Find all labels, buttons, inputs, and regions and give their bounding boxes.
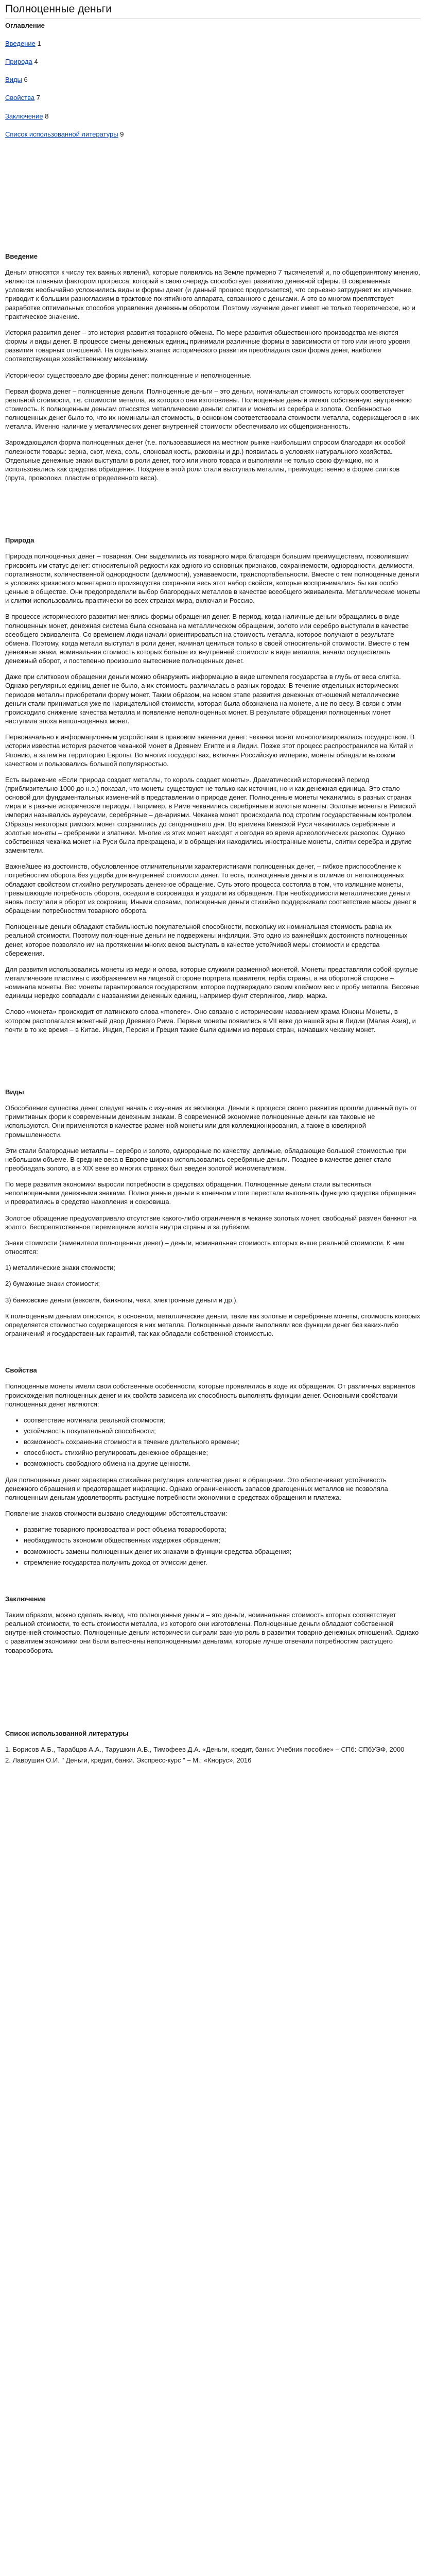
- toc-page-number: 8: [45, 112, 49, 120]
- section-heading: Природа: [5, 536, 34, 545]
- list-item: • устойчивость покупательной способности;: [24, 1427, 421, 1435]
- page-gap: [5, 1041, 421, 1088]
- toc-page-number: 4: [34, 58, 38, 66]
- section-introduction: [5, 252, 421, 482]
- toc-link-conclusion[interactable]: Заключение: [5, 112, 43, 120]
- paragraph: Полноценные деньги обладают стабильностью покупательной способности, поскольку их номинальная стоимость равна их реальной стоимости. Поэтому полноценные деньги не подвержены инфляции. Это одно из важнейших достоинств полноценных денег, которое позволяло им на протяжении многих веков выступать в качестве устойчивой меры стоимости и средства сбережения.: [5, 923, 408, 957]
- paragraph: Появление знаков стоимости вызвано следующими обстоятельствами:: [5, 1510, 228, 1518]
- toc-link-types[interactable]: Виды: [5, 76, 22, 84]
- paragraph: Первая форма денег – полноценные деньги. Полноценные деньги – это деньги, номинальная стоимость которых соответствует реальной стоимости, т.е. стоимости металла, из которого они изготовлены. Полноценные деньги имеют собственную внутреннюю стоимость. К полноценным деньгам относятся металлические деньги: слитки и монеты из серебра и золота. Особенностью полноценных денег было то, что их номинальная стоимость, в основном соответствовала стоимости металла, содержащегося в них металла. Именно наличие у металлических денег внутренней стоимости обеспечивало их общепризнанность.: [5, 387, 420, 431]
- paragraph: Знаки стоимости (заменители полноценных денег) – деньги, номинальная стоимость которых выше реальной стоимости. К ним относятся:: [5, 1239, 405, 1256]
- list-item: • возможность замены полноценных денег их знаками в функции средства обращения;: [24, 1547, 421, 1556]
- section-heading: Список использованной литературы: [5, 1729, 129, 1737]
- paragraph: Природа полноценных денег – товарная. Они выделились из товарного мира благодаря большим преимуществам, позволившим присвоить им статус денег: относительной редкости как одного из основных признаков, сохраняемости, однородности, делимости, портативности, количественной однородности (делимости), узнаваемости, транспортабельности. Вместе с тем полноценные деньги в условиях кризисного монетарного производства сохраняли весь этот набор свойств, которые воспринимались бы как особо ценные в обществе. Они предопределили выбор благородных металлов в качестве всеобщего эквивалента. Металлические монеты и слитки использовались практически во всех странах мира, включая и Россию.: [5, 552, 420, 605]
- list-item: 2) бумажные знаки стоимости;: [5, 1280, 100, 1288]
- list-item: • стремление государства получить доход от эмиссии денег.: [24, 1558, 421, 1567]
- paragraph: Даже при слитковом обращении деньги можно обнаружить информацию в виде штемпеля государства в глубь от веса слитка. Однако регулярных единиц денег не было, а их стоимость различалась в разных городах. В течение отдельных исторических периодов металлы приобретали форму монет. Таким образом, на новом этапе развития денежных отношений металлические деньги стали приниматься уже по нарицательной стоимости, которая была обозначена на монете, а не по весу. В связи с этим происходило снижение качества металла и появление неполноценных монет. В результате обращения полноценных монет наступила эпоха неполноценных монет.: [5, 673, 402, 725]
- paragraph: Полноценные монеты имели свои собственные особенности, которые проявлялись в ходе их обращения. От различных вариантов происхождения полноценных денег и их свойств зависела их способность выполнять функции денег. Основными свойствами полноценных денег являются:: [5, 1382, 415, 1408]
- toc-heading: Оглавление: [5, 21, 45, 29]
- toc-page-number: 7: [36, 94, 40, 102]
- toc-link-literature[interactable]: Список использованной литературы: [5, 130, 118, 138]
- paragraph: Есть выражение «Если природа создает металлы, то король создает монеты». Драматический исторический период (приблизительно 1000 до н.э.) показал, что монеты существуют не только как источник, но и как денежная единица. Это стало основой для фундаментальных изменений в представлении о природе денег. Полноценные монеты чеканились в разных странах мира и в разные исторические периоды. Например, в Риме чеканились серебряные и золотые монеты. Золотые монеты в Римской империи назывались ауреусами, серебряные – денариями. Чеканка монет происходила под строгим государственным контролем. Образцы некоторых римских монет сохранились до сегодняшнего дня. Во времена Киевской Руси чеканились серебряные и золотые монеты – сребреники и златники. Многие из этих монет находят и сегодня во время археологических раскопок. Однако собственная чеканка монет на Руси была прекращена, и в обращении находились иностранные монеты, слитки серебра и другие заменители.: [5, 775, 416, 855]
- literature-item: 2. Лаврушин О.И. " Деньги, кредит, банки. Экспресс-курс " – М.: «Кнорус», 2016: [5, 1756, 252, 1765]
- paragraph: Исторически существовало две формы денег: полноценные и неполноценные.: [5, 371, 252, 379]
- section-heading: Виды: [5, 1088, 24, 1096]
- list-item: • возможность сохранения стоимости в течение длительного времени;: [24, 1437, 421, 1446]
- paragraph: Эти стали благородные металлы – серебро и золото, однородные по качеству, делимые, обладающие большой стоимостью при небольшом объеме. В средние века в Европе широко использовались серебряные деньги. Позднее в качестве денег стало преобладать золото, а в XIX веке во многих странах был введен золотой монометаллизм.: [5, 1146, 407, 1172]
- page-title: Полноценные деньги: [5, 3, 112, 15]
- toc-link-nature[interactable]: Природа: [5, 58, 32, 66]
- section-heading: Свойства: [5, 1366, 37, 1375]
- page-gap: [5, 1345, 421, 1366]
- page-gap: [5, 489, 421, 536]
- literature-list: [5, 1745, 421, 1765]
- list-item: 3) банковские деньги (векселя, банкноты, чеки, электронные деньги и др.).: [5, 1296, 238, 1304]
- section-conclusion: [5, 1595, 421, 1655]
- properties-list: [5, 1416, 421, 1468]
- list-item: • возможность свободного обмена на другие ценности.: [24, 1459, 421, 1468]
- section-heading: Введение: [5, 252, 38, 260]
- toc-item: [5, 93, 421, 102]
- toc-page-number: 9: [120, 130, 124, 138]
- paragraph: Слово «монета» происходит от латинского слова «monere». Оно связано с историческим названием храма Юноны Монеты, в котором располагался монетный двор Древнего Рима. Первые монеты появились в VII веке до нашей эры в Лидии (Малая Азия), и почти в то же время – в Китае. Индия, Персия и Греция также были одними из первых стран, начавших чеканку монет.: [5, 1008, 416, 1033]
- toc-page-number: 1: [37, 39, 41, 47]
- list-item: • соответствие номинала реальной стоимости;: [24, 1416, 421, 1425]
- section-heading: Заключение: [5, 1595, 46, 1603]
- toc-link-properties[interactable]: Свойства: [5, 94, 35, 102]
- paragraph: Зарождающаяся форма полноценных денег (т.е. пользовавшиеся на местном рынке наибольшим спросом благодаря их особой полезности товары: зерна, скот, меха, соль, слоновая кость, раковины и др.) появилась в условиях натурального хозяйства. Отдельные денежные знаки выступали в роли денег, того или иного товара и выполняли не только свою функцию, но и использовались как средства обращения. Позднее в этой роли стали выступать металлы, преимущественно в форме слитков (прута, проволоки, пластин определенного веса).: [5, 438, 406, 482]
- literature-item: 1. Борисов А.Б., Тарабцов А.А., Тарушкин А.Б., Тимофеев Д.А. «Деньги, кредит, банки: Учебник пособие» – СПб: СПбУЭФ, 2000: [5, 1745, 405, 1753]
- list-item: • необходимость экономии общественных издержек обращения;: [24, 1536, 421, 1545]
- page-gap: [5, 1662, 421, 1729]
- paragraph: Первоначально к информационным устройствам в правовом значении денег: чеканка монет монополизировалась государством. В истории известна история расчетов чеканкой монет в Древнем Египте и в Лидии. Позже этот процесс распространился на Китай и Японию, а затем на территорию Европы. Во многих государствах, включая Российскую империю, монеты обладали высоким качеством и пользовались большой популярностью.: [5, 733, 415, 768]
- paragraph: Важнейшее из достоинств, обусловленное отличительными характеристиками полноценных денег, – гибкое приспособление к потребностям оборота без ущерба для внутренней стоимости денег. То есть, полноценные деньги в отличие от неполноценных обладают свойством стихийно регулировать денежное обращение. Суть этого процесса состояла в том, что излишние монеты, превышающие потребность оборота, оседали в сокровищах и уходили из обращения. При необходимости металлические деньги вновь поступали в оборот из сокровищ. Иными словами, полноценные деньги стихийно поддерживали соответствие массы денег в обращении потребностям товарного оборота.: [5, 862, 416, 915]
- paragraph: Для полноценных денег характерна стихийная регуляция количества денег в обращении. Это обеспечивает устойчивость денежного обращения и предотвращает инфляцию. Однако ограниченность запасов драгоценных металлов не позволяла полноценным деньгам удовлетворять растущие потребности экономики в средствах обращения и платежа.: [5, 1476, 388, 1501]
- toc-item: [5, 75, 421, 84]
- list-item: • способность стихийно регулировать денежное обращение;: [24, 1448, 421, 1457]
- paragraph: Обособление существа денег следует начать с изучения их эволюции. Деньги в процессе своего развития прошли длинный путь от примитивных форм к современным денежным знакам. В современной экономике полноценные деньги как таковые не используются. Они применяются в качестве разменной монеты или для коллекционирования, а также в ювелирной промышленности.: [5, 1104, 417, 1139]
- paragraph: Таким образом, можно сделать вывод, что полноценные деньги – это деньги, номинальная стоимость которых соответствует реальной стоимости, то есть стоимости металла, из которого они изготовлены. Полноценные деньги обладают собственной внутренней стоимостью. Полноценные деньги исторически сыграли важную роль в развитии товарно-денежных отношений. Однако с развитием экономики они были вытеснены неполноценными деньгами, которые лучше отвечали потребностям растущего товарооборота.: [5, 1611, 419, 1654]
- toc-item: [5, 130, 421, 139]
- reasons-list: [5, 1525, 421, 1567]
- section-literature: [5, 1729, 421, 1765]
- paragraph: По мере развития экономики выросли потребности в средствах обращения. Полноценные деньги стали вытесняться неполноценными денежными знаками. Полноценные деньги в конечном итоге перестали выполнять функцию средства обращения и превратились в средство накопления и сокровища.: [5, 1180, 416, 1206]
- toc-link-intro[interactable]: Введение: [5, 39, 36, 47]
- paragraph: К полноценным деньгам относятся, в основном, металлические деньги, такие как золотые и серебряные монеты, стоимость которых определяется стоимостью содержащегося в них металла. Полноценные деньги выполняли все функции денег без каких-либо ограничений и государственных гарантий, так как обладали собственной стоимостью.: [5, 1312, 421, 1338]
- table-of-contents: [5, 39, 421, 139]
- paragraph: В процессе исторического развития менялись формы обращения денег. В период, когда наличные деньги обращались в виде полноценных монет, денежная система была основана на металлическом обращении, золото или серебро выступали в качестве всеобщего эквивалента. Со временем люди начали ориентироваться на стоимость металла, которое получают в результате обмена. Поэтому, когда металл выступал в роли денег, начинал цениться только в своей относительной стоимости. Вместе с тем денежные знаки, номинальная стоимость которых больше их внутренней стоимости в виде металла, начали осуществлять денежный оборот, и постепенно произошло вытеснение полноценных денег.: [5, 613, 410, 665]
- paragraph: Золотое обращение предусматривало отсутствие какого-либо ограничения в чеканке золотых монет, свободный размен банкнот на золото, беспрепятственное перемещение золота внутри страны и за рубежом.: [5, 1214, 417, 1231]
- page-gap: [5, 1574, 421, 1595]
- list-item: 1) металлические знаки стоимости;: [5, 1264, 115, 1272]
- section-types: [5, 1088, 421, 1338]
- paragraph: Для развития использовались монеты из меди и олова, которые служили разменной монетой. Монеты представляли собой круглые металлические пластины с изображением на лицевой стороне портрета правителя, герба страны, а на оборотной стороне – номинала монеты. Вес монеты гарантировался государством, которое подтверждало своим клеймом вес и пробу металла. Весовые единицы нередко совпадали с названиями денежных единиц, например фунт стерлингов, ливр, марка.: [5, 965, 420, 1000]
- section-properties: [5, 1366, 421, 1567]
- toc-item: [5, 112, 421, 121]
- section-nature: [5, 536, 421, 1034]
- paragraph: История развития денег – это история развития товарного обмена. По мере развития общественного производства меняются формы и виды денег. В процессе смены денежных единиц принимали различные формы в зависимости от того или иного уровня развития товарных отношений. На отдельных этапах исторического развития преобладала своя форма денег, наиболее соответствующая хозяйственному механизму.: [5, 328, 410, 363]
- toc-item: [5, 57, 421, 66]
- toc-page-number: 6: [24, 76, 28, 84]
- list-item: • развитие товарного производства и рост объема товарооборота;: [24, 1525, 421, 1534]
- paragraph: Деньги относятся к числу тех важных явлений, которые появились на Земле примерно 7 тысячелетий и, по общепринятому мнению, являются главным фактором прогресса, который в свою очередь способствует развитию денежной сферы. В современных условиях необычайно усложнились виды и формы денег (и данный процесс продолжается), что серьезно затрудняет их изучение, приводит к большим разногласиям в трактовке понятийного аппарата, связанного с деньгами. А это во многом препятствует разработке оптимальных способов управления денежным оборотом. Поэтому изучение денег имеет не только теоретическое, но и практическое значение.: [5, 268, 421, 320]
- toc-item: [5, 39, 421, 48]
